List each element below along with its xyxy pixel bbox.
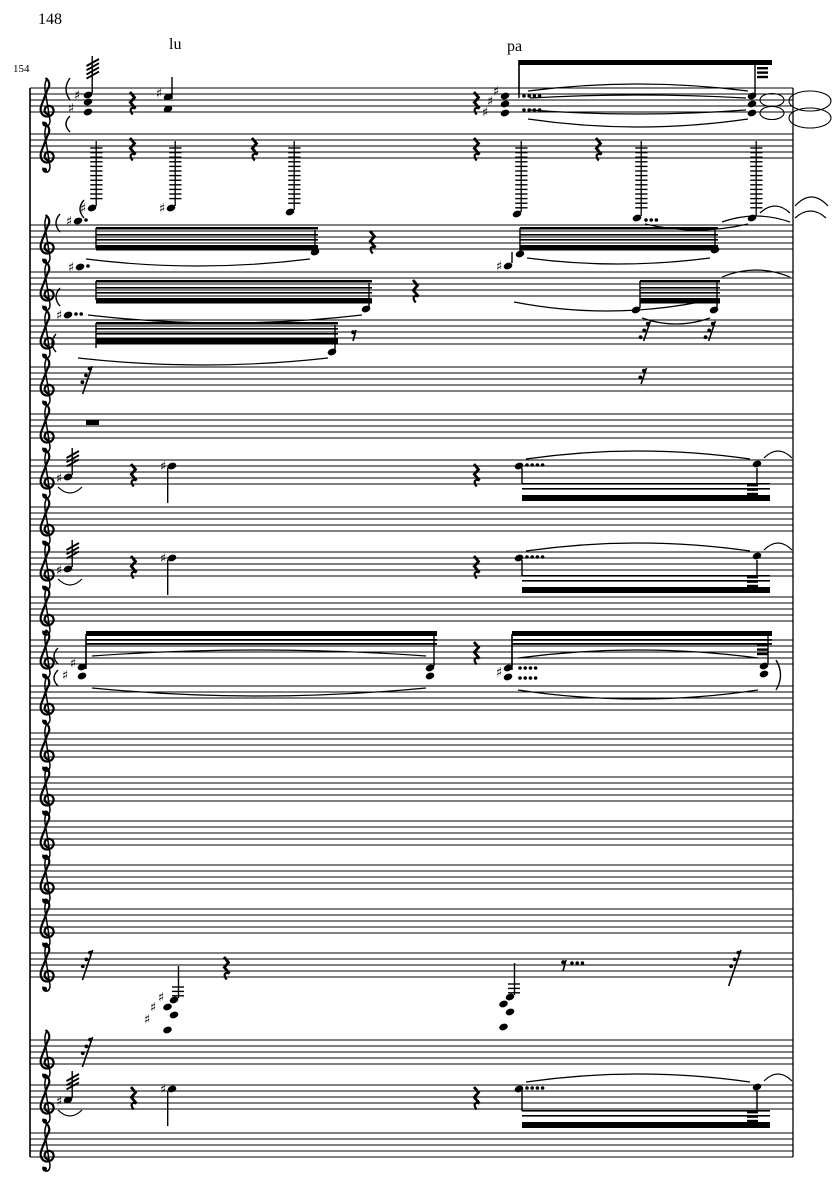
- tie-curve: [760, 206, 790, 213]
- tremolo-beams-icon: [757, 644, 768, 655]
- tremolo-rest-icon: [729, 950, 741, 986]
- tie-curve: [722, 270, 790, 277]
- notehead-icon: [73, 216, 83, 225]
- treble-clef-icon: [41, 630, 54, 678]
- chord: [747, 91, 757, 117]
- measure-number: 154: [13, 63, 30, 75]
- tremolo-stem-note: [632, 141, 658, 223]
- tie-curve: [526, 1074, 750, 1082]
- sharp-icon: ♯: [495, 665, 503, 681]
- quarter-rest-icon: [474, 138, 480, 161]
- notehead-icon: [747, 108, 757, 117]
- treble-clef-icon: [41, 78, 54, 126]
- tie-curve: [58, 579, 82, 585]
- staff-10: [30, 540, 793, 595]
- eighth-rest-icon: [351, 330, 356, 341]
- quarter-rest-icon: [474, 1087, 480, 1110]
- tie-curve: [518, 650, 758, 658]
- treble-clef-icon: [41, 450, 54, 498]
- notehead-icon: [83, 107, 93, 116]
- staff-12: [30, 630, 793, 699]
- treble-clef-icon: [41, 124, 54, 172]
- tie-curve: [528, 119, 748, 127]
- quarter-rest-icon: [474, 464, 480, 487]
- tie-end-curve: [54, 670, 58, 686]
- chord: [425, 663, 435, 680]
- sharp-icon: ♯: [69, 656, 77, 672]
- treble-clef-icon: [41, 262, 54, 310]
- staff-6: [30, 357, 793, 405]
- tremolo-beams-icon: [747, 576, 758, 587]
- treble-clef-icon: [41, 1075, 54, 1123]
- tie-curve: [764, 451, 792, 458]
- tie-curve: [526, 451, 750, 459]
- staff-1: [30, 56, 831, 132]
- tie-curve: [88, 315, 362, 323]
- notehead-icon: [83, 97, 93, 106]
- lyric-syllable-pa: pa: [507, 38, 523, 55]
- note: [160, 1083, 177, 1127]
- tie-end-curve: [56, 288, 60, 306]
- cluster-chord: [498, 963, 520, 1032]
- notehead-icon: [503, 672, 513, 681]
- sharp-icon: ♯: [492, 84, 500, 100]
- sharp-icon: ♯: [486, 94, 494, 110]
- tie-curve: [58, 487, 82, 493]
- sharp-icon: ♯: [67, 101, 75, 117]
- staff-5: [30, 309, 793, 366]
- staff-22: [30, 1123, 793, 1171]
- quarter-rest-icon: [474, 642, 480, 665]
- notehead-icon: [505, 1007, 515, 1016]
- staff-14: [30, 723, 793, 771]
- chord: [62, 634, 87, 684]
- tie-curve: [530, 95, 746, 98]
- note: [752, 459, 762, 468]
- staff-3: [30, 211, 826, 266]
- treble-clef-icon: [41, 899, 54, 947]
- notehead-icon: [752, 551, 762, 560]
- sharp-icon: ♯: [149, 1000, 157, 1016]
- tie-curve: [526, 543, 750, 551]
- staff-17: [30, 855, 793, 903]
- note: [160, 552, 177, 596]
- treble-clef-icon: [41, 310, 54, 358]
- sharp-icon: ♯: [157, 990, 165, 1006]
- chord: [156, 77, 173, 114]
- tie-curve: [642, 318, 710, 324]
- note: [160, 460, 177, 504]
- treble-clef-icon: [41, 357, 54, 405]
- tremolo-beams-icon: [747, 484, 758, 495]
- notehead-icon: [747, 99, 757, 108]
- tremolo-beams-icon: [747, 1111, 758, 1122]
- whole-rest-icon: [86, 420, 99, 425]
- staff-9: [30, 497, 793, 545]
- note: [752, 1082, 762, 1091]
- quarter-rest-icon: [596, 138, 602, 161]
- treble-clef-icon: [41, 723, 54, 771]
- grace-chord-tremolo: [56, 1071, 79, 1110]
- note: [56, 309, 83, 324]
- sharp-icon: ♯: [159, 459, 167, 475]
- quarter-rest-icon: [130, 92, 136, 115]
- notehead-icon: [498, 999, 508, 1008]
- lyric-syllable-lu: lu: [169, 36, 182, 53]
- sharp-icon: ♯: [159, 1082, 167, 1098]
- treble-clef-icon: [41, 587, 54, 635]
- tie-curve: [764, 1074, 792, 1081]
- treble-clef-icon: [41, 404, 54, 452]
- staff-21: [30, 1071, 793, 1128]
- tie-end-curve: [66, 78, 70, 100]
- notehead-icon: [169, 995, 179, 1004]
- staff-19: [30, 943, 793, 1035]
- tie-curve: [764, 543, 792, 550]
- grace-chord-tremolo: [68, 56, 99, 117]
- sharp-icon: ♯: [55, 471, 63, 487]
- staff-7: [30, 404, 793, 452]
- treble-clef-icon: [41, 767, 54, 815]
- treble-clef-icon: [41, 215, 54, 263]
- sharp-icon: ♯: [55, 308, 63, 324]
- tie-curve: [58, 1110, 82, 1116]
- beam-group: [522, 468, 770, 501]
- treble-clef-icon: [41, 1123, 54, 1171]
- quarter-rest-icon: [474, 92, 480, 115]
- beam-group: [86, 631, 437, 666]
- quarter-rest-icon: [474, 556, 480, 579]
- note: [752, 551, 762, 560]
- notehead-icon: [500, 91, 510, 100]
- quarter-rest-icon: [252, 138, 258, 161]
- quarter-rest-icon: [130, 138, 136, 161]
- staff-8: [30, 448, 793, 503]
- note: [68, 261, 90, 276]
- notehead-icon: [63, 310, 73, 319]
- tie-curve: [92, 650, 426, 656]
- staff-16: [30, 811, 793, 859]
- tie-curve: [78, 358, 328, 365]
- notehead-icon: [752, 459, 762, 468]
- notehead-icon: [425, 671, 435, 680]
- sharp-icon: ♯: [55, 563, 63, 579]
- staff-15: [30, 767, 793, 815]
- notehead-icon: [759, 669, 769, 678]
- tremolo-stem-note: [747, 141, 763, 223]
- sharp-icon: ♯: [143, 1012, 151, 1028]
- beam-group: [522, 560, 770, 593]
- quarter-rest-icon: [413, 280, 419, 303]
- staff-4: [30, 252, 793, 324]
- grace-chord-tremolo: [56, 540, 79, 579]
- treble-clef-icon: [41, 497, 54, 545]
- note: [66, 215, 88, 230]
- quarter-rest-icon: [131, 464, 137, 487]
- page-number: 148: [38, 11, 62, 28]
- notehead-icon: [752, 1082, 762, 1091]
- staff-20: [30, 1030, 793, 1078]
- tremolo-rest-icon: [638, 368, 646, 384]
- tie-end-curve: [56, 214, 60, 232]
- quarter-rest-icon: [370, 231, 376, 254]
- treble-clef-icon: [41, 943, 54, 991]
- sharp-icon: ♯: [495, 259, 503, 275]
- treble-clef-icon: [41, 1030, 54, 1078]
- beam-group: [512, 631, 772, 666]
- notehead-icon: [75, 262, 85, 271]
- staff-2: [30, 124, 828, 230]
- tie-end-curve: [66, 116, 70, 132]
- sharp-icon: ♯: [155, 86, 163, 102]
- tremolo-beams-icon: [757, 67, 768, 78]
- laissez-vibrer-tie: [760, 107, 784, 120]
- note: [514, 1084, 545, 1093]
- grace-chord-tremolo: [56, 448, 79, 487]
- tie-curve: [527, 258, 710, 264]
- treble-clef-icon: [41, 676, 54, 724]
- sharp-icon: ♯: [67, 260, 75, 276]
- sharp-icon: ♯: [158, 201, 166, 217]
- staff-18: [30, 899, 793, 947]
- treble-clef-icon: [41, 855, 54, 903]
- tie-curve: [795, 211, 826, 218]
- cluster-chord: [144, 966, 184, 1035]
- notehead-icon: [500, 99, 510, 108]
- notehead-icon: [500, 108, 510, 117]
- treble-clef-icon: [41, 542, 54, 590]
- sharp-icon: ♯: [55, 1094, 63, 1110]
- sharp-icon: ♯: [73, 88, 81, 104]
- notehead-icon: [162, 1025, 172, 1034]
- sharp-icon: ♯: [61, 668, 69, 684]
- sharp-icon: ♯: [65, 214, 73, 230]
- notehead-icon: [498, 1022, 508, 1031]
- quarter-rest-icon: [131, 1087, 137, 1110]
- sharp-icon: ♯: [159, 551, 167, 567]
- staff-13: [30, 676, 793, 724]
- sharp-icon: ♯: [481, 105, 489, 121]
- tie-curve: [795, 197, 828, 206]
- quarter-rest-icon: [131, 556, 137, 579]
- notehead-icon: [169, 1010, 179, 1019]
- notehead-icon: [505, 992, 515, 1001]
- treble-clef-icon: [41, 811, 54, 859]
- tie-curve: [86, 259, 310, 266]
- notehead-icon: [77, 671, 87, 680]
- quarter-rest-icon: [224, 957, 230, 980]
- tremolo-stem-note: [512, 141, 528, 219]
- sharp-icon: ♯: [79, 201, 87, 217]
- tremolo-rest-icon: [80, 366, 92, 394]
- staff-11: [30, 587, 793, 635]
